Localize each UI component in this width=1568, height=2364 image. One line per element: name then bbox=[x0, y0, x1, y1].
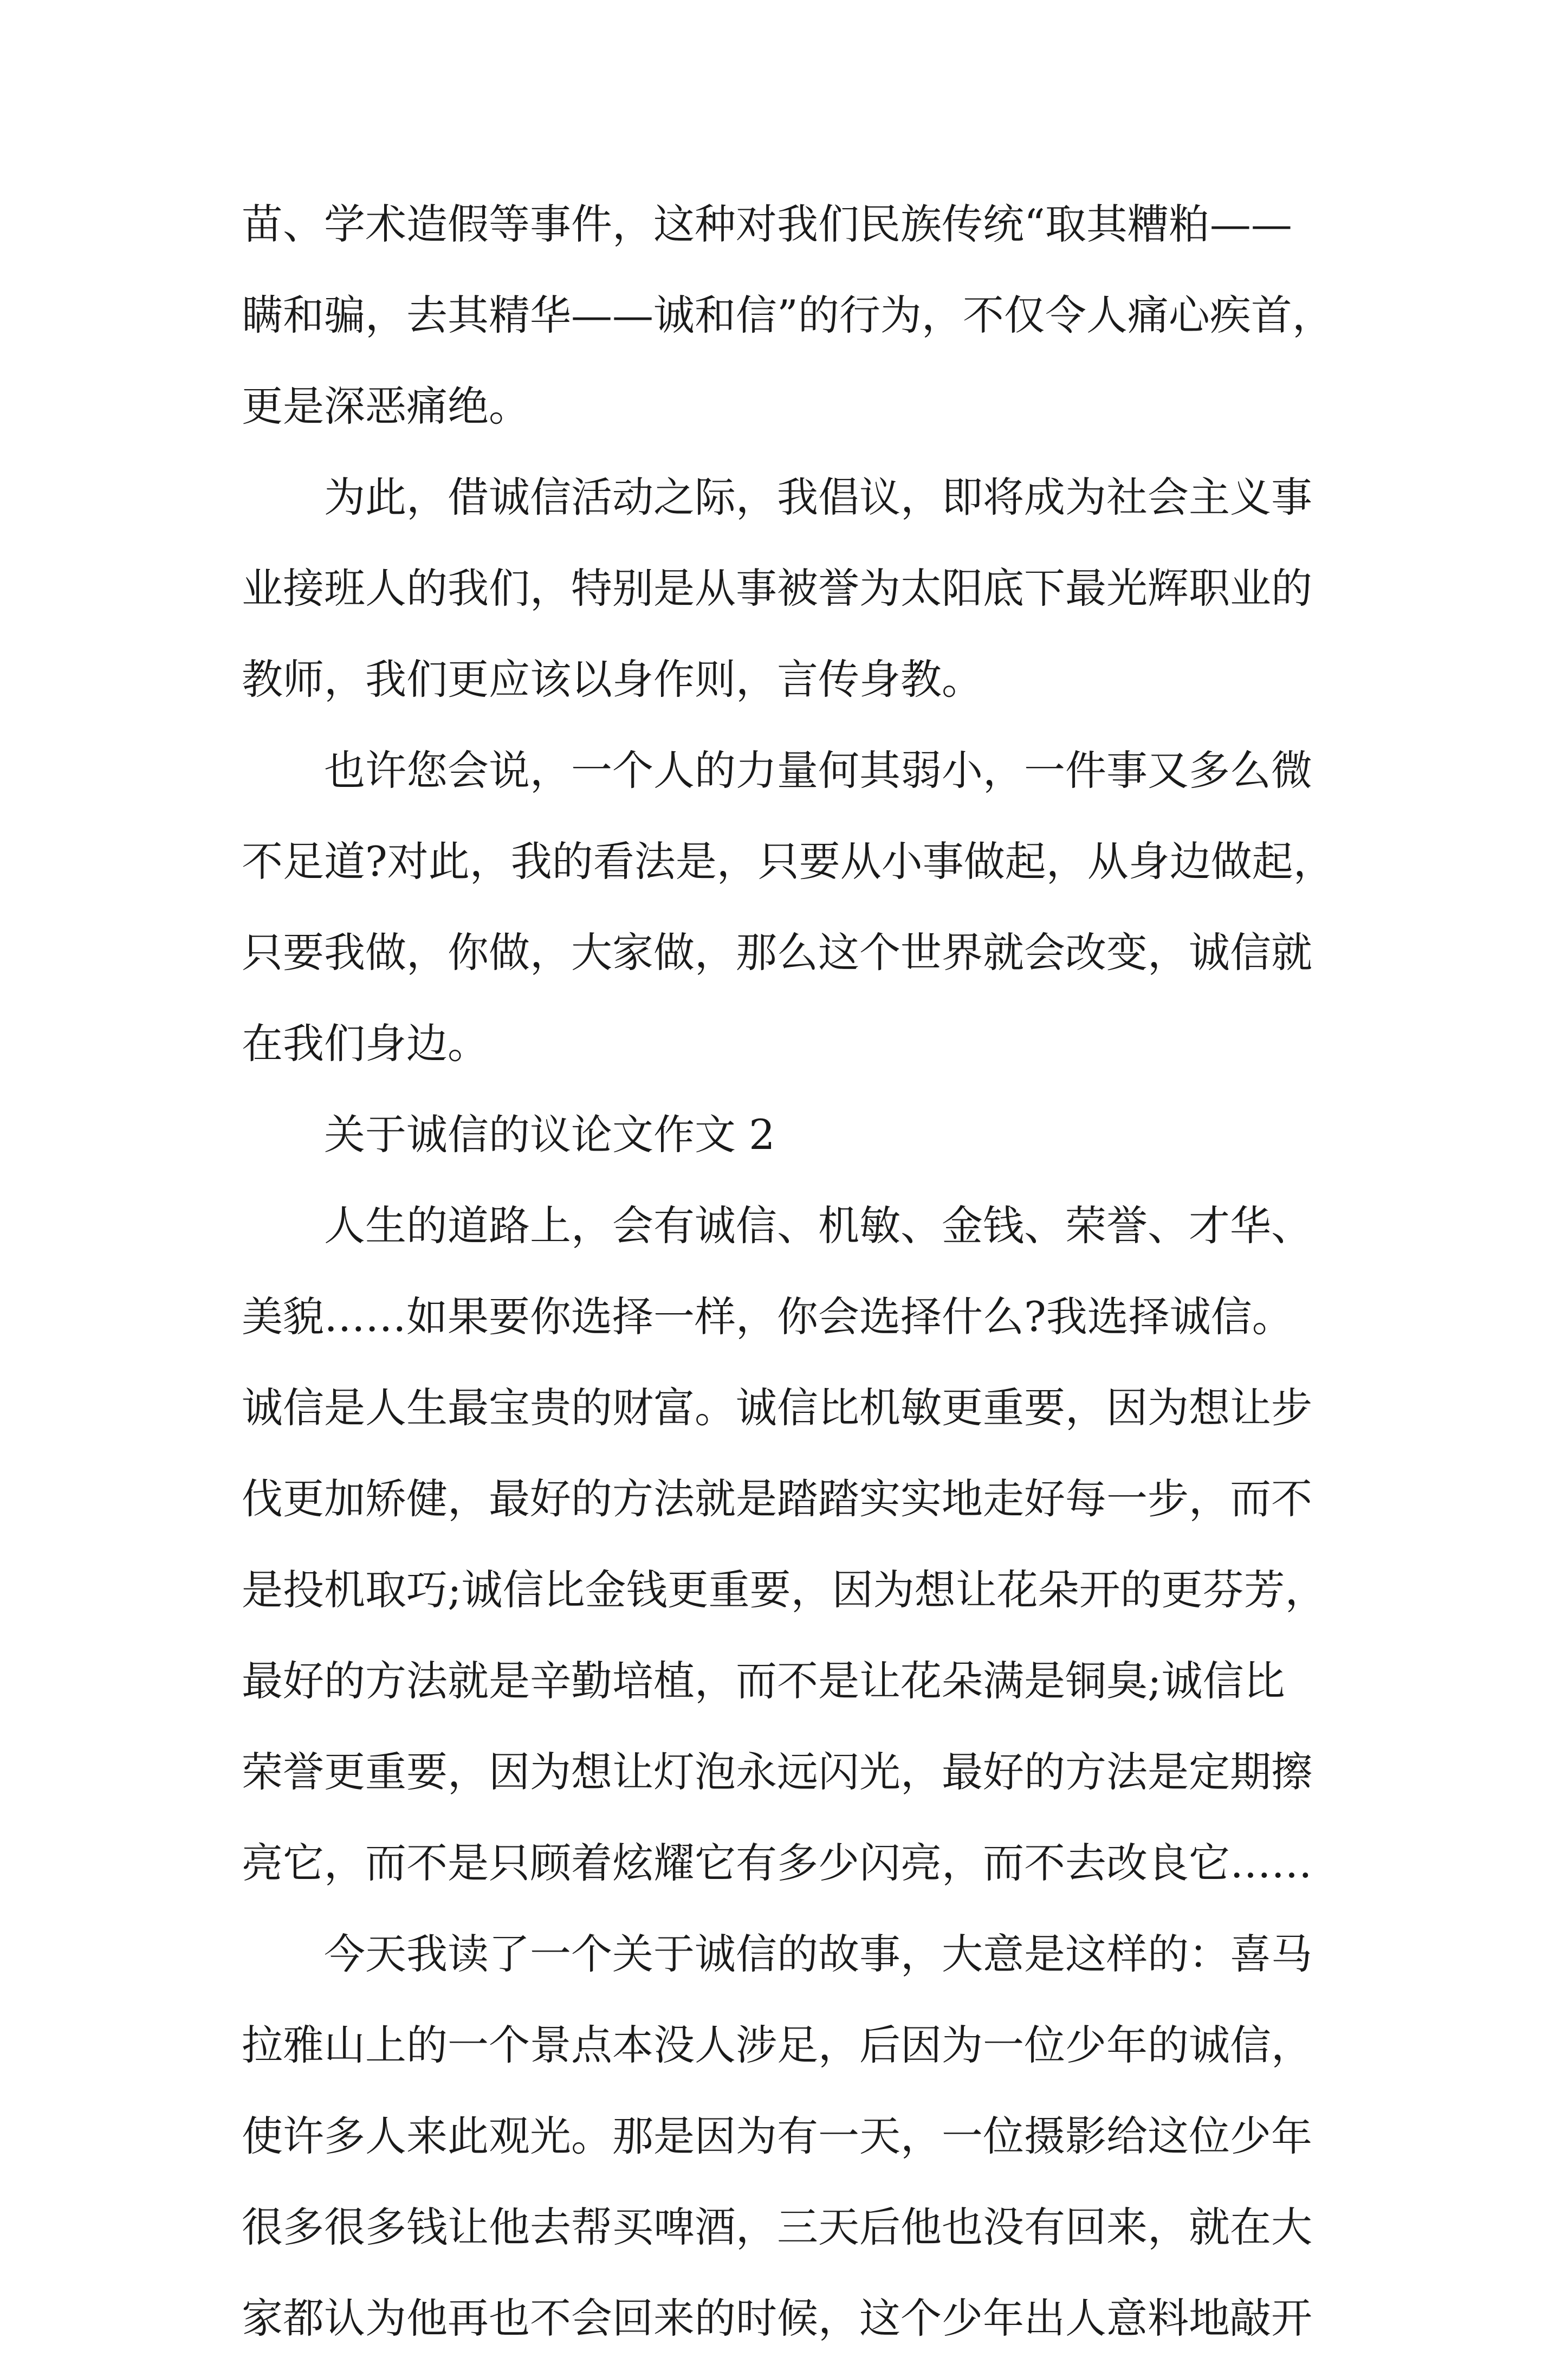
text-line: 瞒和骗，去其精华——诚和信”的行为，不仅令人痛心疾首， bbox=[242, 291, 1333, 339]
text-line: 荣誉更重要，因为想让灯泡永远闪光，最好的方法是定期擦 bbox=[242, 1748, 1312, 1796]
text-line: 最好的方法就是辛勤培植，而不是让花朵满是铜臭;诚信比 bbox=[242, 1657, 1285, 1705]
text-line: 使许多人来此观光。那是因为有一天，一位摄影给这位少年 bbox=[242, 2112, 1312, 2160]
text-line: 在我们身边。 bbox=[242, 1019, 489, 1068]
text-line: 诚信是人生最宝贵的财富。诚信比机敏更重要，因为想让步 bbox=[242, 1384, 1312, 1432]
text-line: 很多很多钱让他去帮买啤酒，三天后他也没有回来，就在大 bbox=[242, 2203, 1312, 2251]
body-text bbox=[242, 179, 1347, 2364]
text-line: 美貌……如果要你选择一样，你会选择什么?我选择诚信。 bbox=[242, 1293, 1293, 1341]
paragraph-start-line: 人生的道路上，会有诚信、机敏、金钱、荣誉、才华、 bbox=[324, 1202, 1312, 1250]
text-line: 只要我做，你做，大家做，那么这个世界就会改变，诚信就 bbox=[242, 928, 1312, 977]
paragraph-start-line: 今天我读了一个关于诚信的故事，大意是这样的：喜马 bbox=[324, 1930, 1312, 1978]
text-line: 拉雅山上的一个景点本没人涉足，后因为一位少年的诚信， bbox=[242, 2021, 1312, 2069]
text-line: 家都认为他再也不会回来的时候，这个少年出人意料地敲开 bbox=[242, 2294, 1312, 2342]
text-line: 教师，我们更应该以身作则，言传身教。 bbox=[242, 655, 983, 703]
text-line: 伐更加矫健，最好的方法就是踏踏实实地走好每一步，而不 bbox=[242, 1475, 1312, 1523]
section-heading: 关于诚信的议论文作文 2 bbox=[324, 1110, 775, 1159]
text-line: 亮它，而不是只顾着炫耀它有多少闪亮，而不去改良它…… bbox=[242, 1839, 1312, 1887]
paragraph-start-line: 也许您会说，一个人的力量何其弱小，一件事又多么微 bbox=[324, 746, 1312, 795]
paragraph-start-line: 为此，借诚信活动之际，我倡议，即将成为社会主义事 bbox=[324, 473, 1312, 521]
text-line: 业接班人的我们，特别是从事被誉为太阳底下最光辉职业的 bbox=[242, 564, 1312, 612]
text-line: 不足道?对此，我的看法是，只要从小事做起，从身边做起， bbox=[242, 837, 1334, 886]
text-line: 是投机取巧;诚信比金钱更重要，因为想让花朵开的更芬芳， bbox=[242, 1566, 1326, 1614]
text-line: 更是深恶痛绝。 bbox=[242, 382, 530, 430]
text-line: 苗、学术造假等事件，这种对我们民族传统“取其糟粕—— bbox=[242, 200, 1292, 248]
